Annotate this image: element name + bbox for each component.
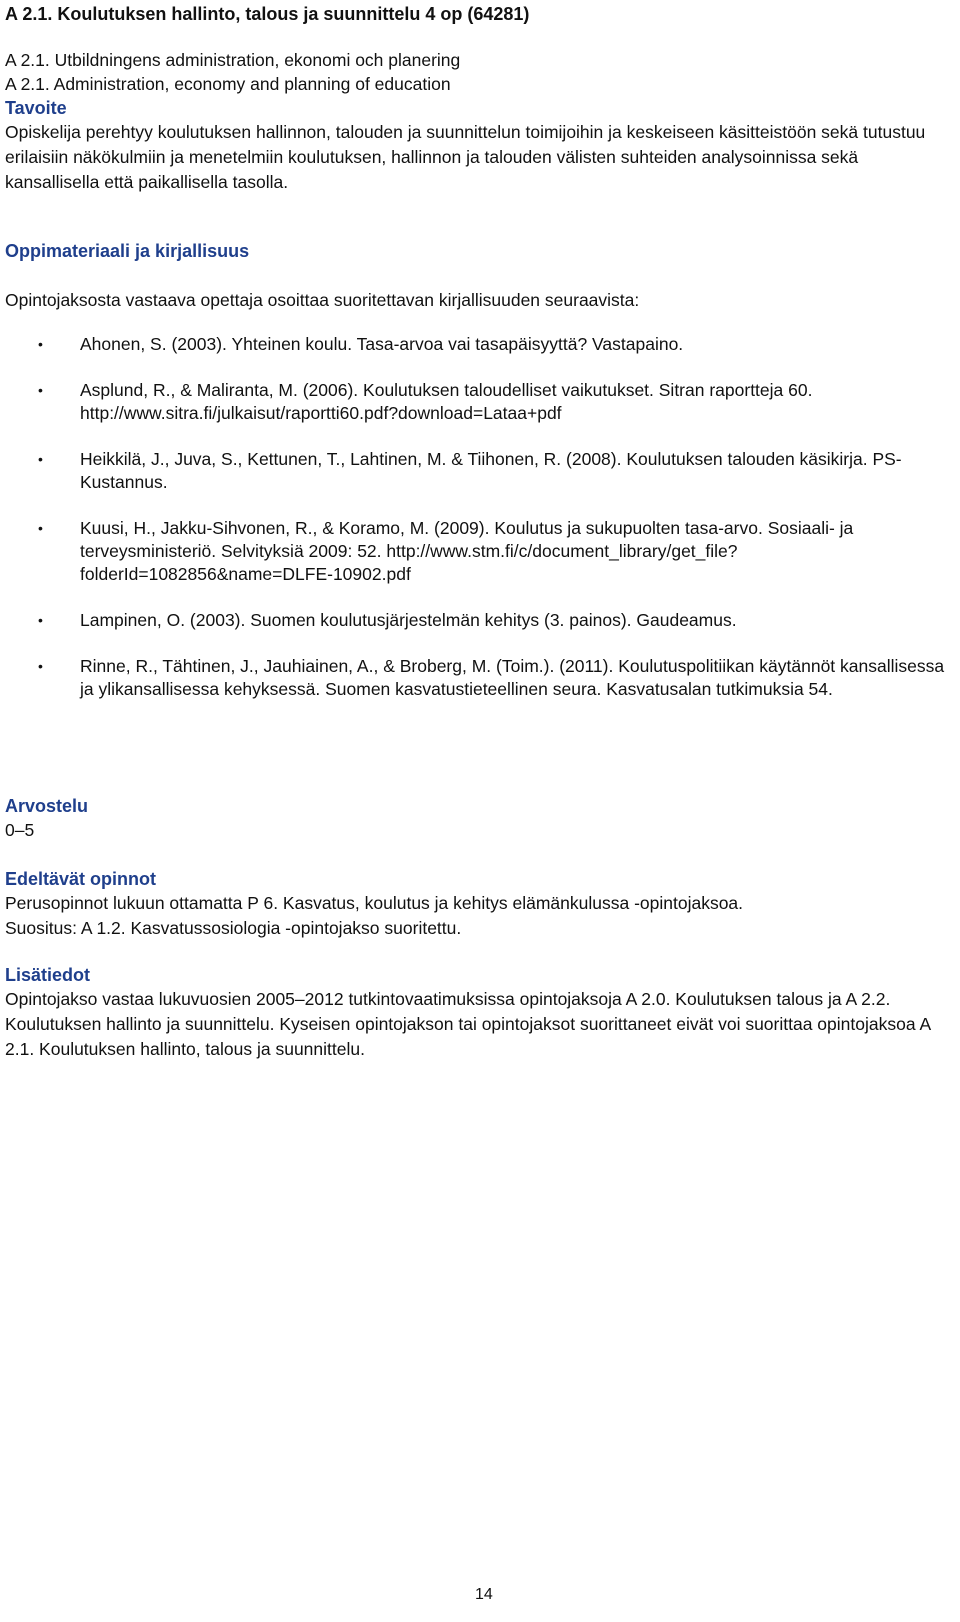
reference-item	[5, 655, 950, 701]
swedish-title: A 2.1. Utbildningens administration, ekonomi och planering	[5, 50, 461, 70]
reference-item	[5, 448, 950, 494]
bullet-icon: •	[38, 658, 43, 674]
reference-item	[5, 379, 950, 425]
edeltavat-heading: Edeltävät opinnot	[5, 869, 157, 889]
reference-item	[5, 333, 950, 356]
bullet-icon: •	[38, 520, 43, 536]
bullet-icon: •	[38, 451, 43, 467]
bullet-icon: •	[38, 336, 43, 352]
tavoite-section	[5, 97, 950, 195]
course-title: A 2.1. Koulutuksen hallinto, talous ja suunnittelu 4 op (64281)	[5, 4, 530, 24]
lisatiedot-text: Opintojakso vastaa lukuvuosien 2005–2012 tutkintovaatimuksissa opintojaksoja A 2.0. Koulutuksen talous ja A 2.2. Koulutuksen hallinto ja suunnittelu. Kyseisen opintojakson tai opintojaksot suorittaneet eivät voi suorittaa opintojaksoa A 2.1. Koulutuksen hallinto, talous ja suunnittelu.	[5, 989, 931, 1059]
edeltavat-line: Suositus: A 1.2. Kasvatussosiologia -opintojakso suoritettu.	[5, 918, 462, 938]
tavoite-heading: Tavoite	[5, 98, 67, 118]
lisatiedot-section	[5, 964, 950, 1062]
edeltavat-section	[5, 868, 950, 941]
bullet-icon: •	[38, 382, 43, 398]
reference-text: Asplund, R., & Maliranta, M. (2006). Koulutuksen taloudelliset vaikutukset. Sitran raportteja 60. http://www.sitra.fi/julkaisut/raportti60.pdf?download=Lataa+pdf	[80, 380, 813, 423]
edeltavat-line: Perusopinnot lukuun ottamatta P 6. Kasvatus, koulutus ja kehitys elämänkulussa -opintojaksoa.	[5, 893, 744, 913]
reference-item	[5, 609, 950, 632]
reference-item	[5, 517, 950, 586]
lisatiedot-heading: Lisätiedot	[5, 965, 91, 985]
materials-intro: Opintojaksosta vastaava opettaja osoittaa suoritettavan kirjallisuuden seuraavista:	[5, 290, 640, 310]
page-number: 14	[475, 1586, 493, 1603]
materials-intro-block	[5, 288, 950, 313]
materials-heading: Oppimateriaali ja kirjallisuus	[5, 241, 250, 261]
english-title: A 2.1. Administration, economy and planning of education	[5, 74, 451, 94]
alternate-titles	[5, 48, 460, 96]
reference-text: Lampinen, O. (2003). Suomen koulutusjärjestelmän kehitys (3. painos). Gaudeamus.	[80, 610, 737, 630]
arvostelu-heading: Arvostelu	[5, 796, 89, 816]
tavoite-text: Opiskelija perehtyy koulutuksen hallinnon, talouden ja suunnittelun toimijoihin ja keskeiseen käsitteistöön sekä tutustuu erilaisiin näkökulmiin ja menetelmiin koulutuksen, hallinnon ja talouden välisten suhteiden analysoinnissa sekä kansallisella että paikallisella tasolla.	[5, 122, 926, 192]
bullet-icon: •	[38, 612, 43, 628]
reference-text: Ahonen, S. (2003). Yhteinen koulu. Tasa-arvoa vai tasapäisyyttä? Vastapaino.	[80, 334, 684, 354]
reference-text: Heikkilä, J., Juva, S., Kettunen, T., Lahtinen, M. & Tiihonen, R. (2008). Koulutuksen talouden käsikirja. PS-Kustannus.	[80, 449, 902, 492]
arvostelu-text: 0–5	[5, 820, 35, 840]
reference-text: Rinne, R., Tähtinen, J., Jauhiainen, A., & Broberg, M. (Toim.). (2011). Koulutuspolitiikan käytännöt kansallisessa ja ylikansallisessa kehyksessä. Suomen kasvatustieteellinen seura. Kasvatusalan tutkimuksia 54.	[80, 656, 945, 699]
reference-text: Kuusi, H., Jakku-Sihvonen, R., & Koramo, M. (2009). Koulutus ja sukupuolten tasa-arvo. Sosiaali- ja terveysministeriö. Selvityksiä 2009: 52. http://www.stm.fi/c/document_library/get_file?folderId=1082856&name=DLFE-10902.pdf	[80, 518, 854, 584]
materials-section	[5, 240, 950, 263]
arvostelu-section	[5, 795, 950, 842]
reference-list	[5, 333, 950, 701]
